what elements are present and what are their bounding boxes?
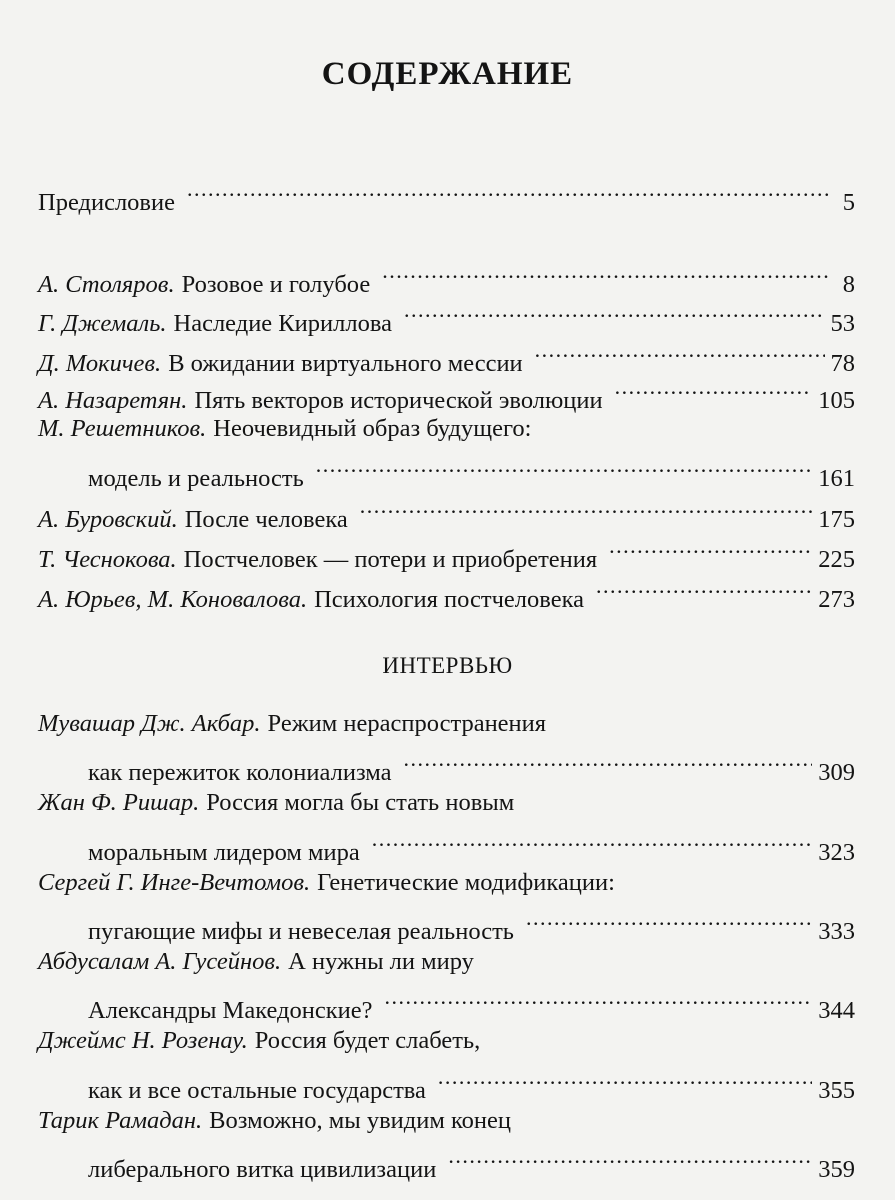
entry-title-continued: модель и реальность <box>88 465 304 492</box>
entry-author: М. Решетников. <box>38 415 207 442</box>
toc-entry-continuation <box>88 1064 855 1108</box>
entry-title: Неочевидный образ будущего: <box>213 415 532 442</box>
entry-title: Постчеловек — потери и приобретения <box>183 546 598 573</box>
toc-entry <box>38 866 855 900</box>
entry-author: Джеймс Н. Розенау. <box>38 1027 248 1054</box>
leader-dots <box>316 452 812 486</box>
toc-entry-continuation <box>88 746 855 790</box>
leader-dots <box>609 533 812 567</box>
toc-entry-continuation <box>88 452 855 496</box>
page-title: СОДЕРЖАНИЕ <box>321 56 574 92</box>
page-number: 323 <box>818 839 855 866</box>
entry-title: Режим нераспространения <box>267 710 547 737</box>
page-number: 78 <box>830 350 855 377</box>
entry-title: В ожидании виртуального мессии <box>168 350 523 377</box>
page-number: 355 <box>818 1077 855 1104</box>
leader-dots <box>385 984 813 1018</box>
entry-title-continued: пугающие мифы и невеселая реальность <box>88 918 514 945</box>
leader-dots <box>187 176 829 210</box>
entry-title-continued: либерального витка цивилизации <box>88 1156 437 1183</box>
toc-entry <box>38 1024 855 1058</box>
entry-title-continued: Александры Македонские? <box>88 997 373 1024</box>
toc-entry-continuation <box>88 826 855 870</box>
toc-entry-continuation <box>88 905 855 949</box>
toc-entry <box>38 258 855 302</box>
entry-title: Предисловие <box>38 189 175 216</box>
entry-author: Абдусалам А. Гусейнов. <box>38 948 282 975</box>
toc-entry <box>38 573 855 617</box>
entry-author: А. Юрьев, М. Коновалова. <box>38 586 308 613</box>
page-number: 175 <box>818 506 855 533</box>
leader-dots <box>535 337 825 371</box>
entry-author: А. Назаретян. <box>38 387 188 414</box>
leader-dots <box>596 573 812 607</box>
entry-title: Генетические модификации: <box>317 869 615 896</box>
section-heading: ИНТЕРВЬЮ <box>382 653 513 678</box>
toc-entry <box>38 707 855 741</box>
entry-title: Психология постчеловека <box>314 586 584 613</box>
entry-title: А нужны ли миру <box>288 948 474 975</box>
toc-entry <box>38 297 855 341</box>
entry-author: Г. Джемаль. <box>38 310 167 337</box>
page-number: 53 <box>830 310 855 337</box>
page-number: 105 <box>818 387 855 414</box>
entry-author: Д. Мокичев. <box>38 350 162 377</box>
toc-entry <box>38 176 855 220</box>
leader-dots <box>372 826 812 860</box>
page-number: 309 <box>818 759 855 786</box>
entry-title-continued: как и все остальные государства <box>88 1077 426 1104</box>
toc-entry <box>38 945 855 979</box>
entry-author: А. Столяров. <box>38 271 175 298</box>
entry-title: Наследие Кириллова <box>173 310 392 337</box>
entry-author: Тарик Рамадан. <box>38 1107 203 1134</box>
toc-entry <box>38 493 855 537</box>
entry-title: Россия могла бы стать новым <box>206 789 515 816</box>
entry-author: Т. Чеснокова. <box>38 546 177 573</box>
entry-title: Пять векторов исторической эволюции <box>194 387 603 414</box>
entry-author: Жан Ф. Ришар. <box>38 789 200 816</box>
toc-entry <box>38 412 855 446</box>
page-number: 161 <box>818 465 855 492</box>
page-number: 8 <box>842 271 855 298</box>
entry-author: А. Буровский. <box>38 506 178 533</box>
page-number: 359 <box>818 1156 855 1183</box>
page-number: 333 <box>818 918 855 945</box>
page-number: 273 <box>818 586 855 613</box>
page-number: 344 <box>818 997 855 1024</box>
toc-entry <box>38 786 855 820</box>
toc-entry <box>38 533 855 577</box>
leader-dots <box>382 258 829 292</box>
leader-dots <box>448 1143 812 1177</box>
leader-dots <box>360 493 813 527</box>
entry-title: После человека <box>184 506 348 533</box>
entry-author: Мувашар Дж. Акбар. <box>38 710 261 737</box>
entry-title-continued: как пережиток колониализма <box>88 759 392 786</box>
page-number: 225 <box>818 546 855 573</box>
toc-entry-continuation <box>88 984 855 1028</box>
toc-entry-continuation <box>88 1143 855 1187</box>
leader-dots <box>438 1064 812 1098</box>
toc-entry <box>38 1104 855 1138</box>
page-number: 5 <box>842 189 855 216</box>
entry-title: Розовое и голубое <box>181 271 371 298</box>
entry-title: Возможно, мы увидим конец <box>209 1107 512 1134</box>
entry-title: Россия будет слабеть, <box>254 1027 481 1054</box>
leader-dots <box>404 297 825 331</box>
entry-author: Сергей Г. Инге-Вечтомов. <box>38 869 311 896</box>
leader-dots <box>526 905 812 939</box>
entry-title-continued: моральным лидером мира <box>88 839 360 866</box>
leader-dots <box>404 746 813 780</box>
leader-dots <box>615 374 813 408</box>
